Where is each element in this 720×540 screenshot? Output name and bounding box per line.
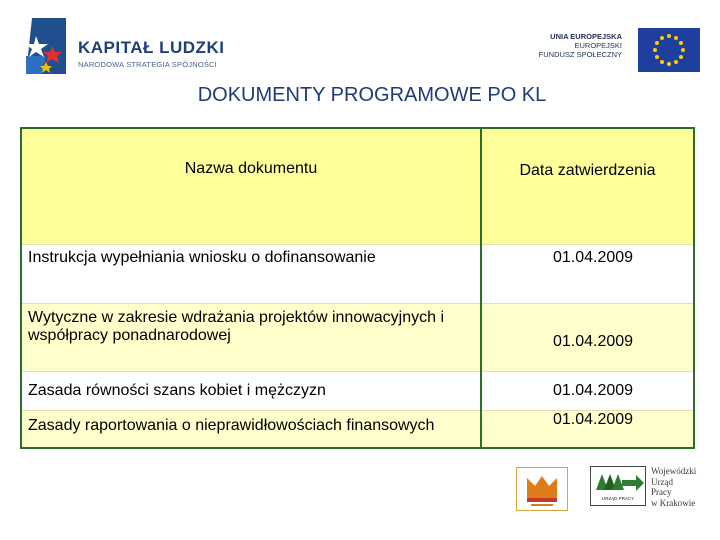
- kapital-ludzki-title: KAPITAŁ LUDZKI: [78, 38, 225, 57]
- table-row: [21, 372, 694, 411]
- malopolska-logo-icon: [516, 467, 568, 511]
- table-row: [21, 411, 694, 449]
- column-header-name: Nazwa dokumentu: [21, 128, 481, 245]
- kapital-ludzki-logo: [22, 16, 225, 80]
- wup-mark-text: URZĄD PRACY: [601, 496, 635, 501]
- documents-table: [20, 127, 695, 449]
- eu-logo-line2: EUROPEJSKI: [574, 41, 622, 50]
- wup-line2: Urząd: [651, 476, 673, 487]
- table-row: [21, 245, 694, 304]
- document-name: Zasada równości szans kobiet i mężczyzn: [21, 372, 481, 411]
- table-header-row: [21, 128, 694, 245]
- eu-logo: [538, 28, 700, 74]
- column-header-date: Data zatwierdzenia: [481, 128, 694, 245]
- document-name: Instrukcja wypełniania wniosku o dofinansowanie: [21, 245, 481, 304]
- wup-line3: Pracy: [651, 487, 672, 497]
- document-date: 01.04.2009: [481, 372, 694, 411]
- kapital-ludzki-subtitle: NARODOWA STRATEGIA SPÓJNOŚCI: [78, 60, 217, 69]
- document-name: Zasady raportowania o nieprawidłowościach finansowych: [21, 411, 481, 449]
- eu-logo-text: [539, 32, 622, 59]
- eu-logo-line3: FUNDUSZ SPOŁECZNY: [538, 50, 622, 59]
- wup-logo-text: [651, 466, 696, 508]
- document-name: Wytyczne w zakresie wdrażania projektów innowacyjnych i współpracy ponadnarodowej: [21, 304, 481, 372]
- document-date: 01.04.2009: [481, 411, 694, 449]
- kapital-ludzki-logo-icon: [22, 16, 70, 78]
- table-row: [21, 304, 694, 372]
- eu-flag-icon: [638, 28, 700, 72]
- page-title: DOKUMENTY PROGRAMOWE PO KL: [197, 84, 547, 106]
- document-date: 01.04.2009: [481, 304, 694, 372]
- wup-line4: w Krakowie: [651, 497, 696, 508]
- document-date: 01.04.2009: [481, 245, 694, 304]
- eu-logo-line1: UNIA EUROPEJSKA: [550, 32, 622, 41]
- wup-logo-icon: [590, 466, 646, 506]
- wup-line1: Wojewódzki: [651, 466, 697, 476]
